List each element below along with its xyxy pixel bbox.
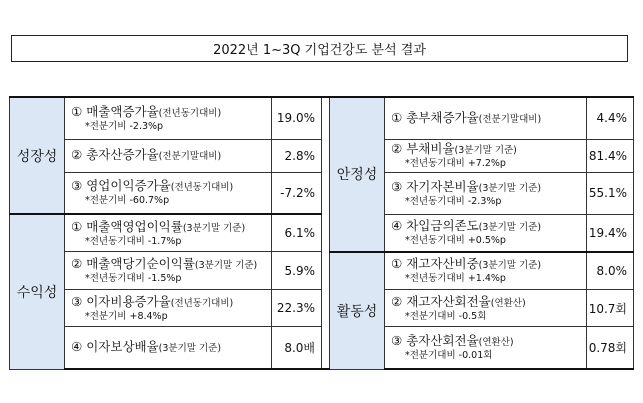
metric-value: 2.8%: [272, 139, 322, 172]
page-title: 2022년 1~3Q 기업건강도 분석 결과: [11, 35, 628, 62]
metric-value: 81.4%: [587, 139, 634, 172]
metric-value: 4.4%: [587, 97, 634, 139]
metric-value: 8.0배: [272, 327, 322, 369]
metric-item: ② 재고자산회전율(연환산) *전분기대비 -0.5회: [385, 289, 587, 327]
metric-item: ② 부채비율(3분기말 기준) *전년동기대비 +7.2%p: [385, 139, 587, 172]
metric-item: ④ 이자보상배율(3분기말 기준): [65, 327, 272, 369]
analysis-table: [9, 96, 634, 370]
column-gap: [322, 97, 330, 369]
metric-item: ② 총자산증가율(전분기말대비): [65, 139, 272, 172]
metric-item: ③ 자기자본비율(3분기말 기준) *전년동기대비 -2.3%p: [385, 172, 587, 214]
metric-value: 10.7회: [587, 289, 634, 327]
metric-value: 8.0%: [587, 252, 634, 290]
metric-item: ① 매출액증가율(전년동기대비) *전분기비 -2.3%p: [65, 97, 272, 139]
metric-value: -7.2%: [272, 172, 322, 214]
metric-value: 19.0%: [272, 97, 322, 139]
metric-item: ④ 차입금의존도(3분기말 기준) *전년동기대비 +0.5%p: [385, 214, 587, 252]
metric-item: ③ 영업이익증가율(전년동기대비) *전분기비 -60.7%p: [65, 172, 272, 214]
metric-value: 6.1%: [272, 214, 322, 252]
metric-item: ③ 총자산회전율(연환산) *전분기대비 -0.01회: [385, 327, 587, 369]
metric-item: ① 재고자산비중(3분기말 기준) *전년동기대비 +1.4%p: [385, 252, 587, 290]
category-growth: 성장성: [10, 97, 65, 214]
metric-value: 19.4%: [587, 214, 634, 252]
metric-item: ③ 이자비용증가율(전년동기대비) *전분기비 +8.4%p: [65, 289, 272, 327]
metric-value: 55.1%: [587, 172, 634, 214]
metric-item: ① 매출액영업이익률(3분기말 기준) *전년동기대비 -1.7%p: [65, 214, 272, 252]
category-profitability: 수익성: [10, 214, 65, 369]
metric-value: 0.78회: [587, 327, 634, 369]
metric-item: ② 매출액당기순이익률(3분기말 기준) *전년동기대비 -1.5%p: [65, 252, 272, 290]
metric-value: 22.3%: [272, 289, 322, 327]
metric-item: ① 총부채증가율(전분기말대비): [385, 97, 587, 139]
metric-value: 5.9%: [272, 252, 322, 290]
category-stability: 안정성: [330, 97, 385, 252]
category-activity: 활동성: [330, 252, 385, 369]
